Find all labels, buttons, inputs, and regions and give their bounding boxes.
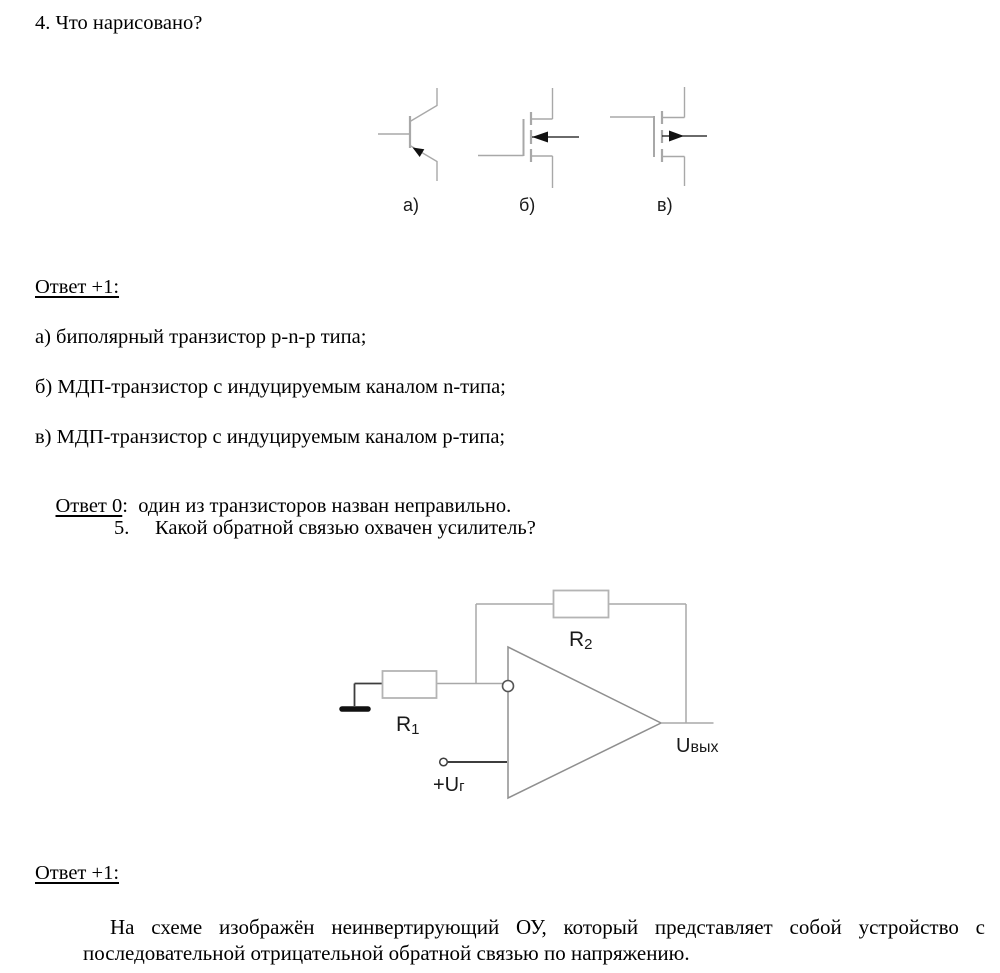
answer-item-v: в) МДП-транзистор с индуцируемым каналом p-типа; <box>35 426 506 448</box>
answer-item-a: а) биполярный транзистор p-n-p типа; <box>35 326 367 348</box>
ground-symbol <box>342 684 382 710</box>
figure-label-v: в) <box>657 195 673 215</box>
answer-plus1-header-q5: Ответ +1: <box>35 862 120 884</box>
figure-label-a: а) <box>403 195 420 215</box>
answer-paragraph-line1: На схеме изображён неинвертирующий ОУ, который представляет собой устройство с <box>110 915 985 939</box>
question-5-title: Какой обратной связью охвачен усилитель? <box>155 517 536 539</box>
mosfet-n-channel-symbol <box>478 88 579 188</box>
p-channel-arrow-icon <box>669 131 684 142</box>
answer-plus1-header-q4: Ответ +1: <box>35 276 120 298</box>
resistor-r1 <box>383 671 437 698</box>
label-u-in: +Uг <box>433 774 465 796</box>
question-4-title: 4. Что нарисовано? <box>35 12 203 34</box>
resistor-r2 <box>554 591 609 618</box>
transistor-figure <box>330 78 760 220</box>
figure-label-b: б) <box>519 195 536 215</box>
label-r1: R1 <box>396 713 420 738</box>
mosfet-p-channel-symbol <box>610 87 707 186</box>
inverting-input-node <box>503 681 514 692</box>
opamp-triangle <box>508 647 661 798</box>
answer-paragraph-line2: последовательной отрицательной обратной связью по напряжению. <box>83 941 690 965</box>
bipolar-pnp-symbol <box>378 88 437 181</box>
noninverting-input-terminal <box>440 758 448 766</box>
label-u-out: Uвых <box>676 735 719 757</box>
n-channel-arrow-icon <box>532 132 548 143</box>
answer-zero-text: : один из транзисторов назван неправильно. <box>122 495 512 517</box>
label-r2: R2 <box>569 628 593 653</box>
question-5-number: 5. <box>114 517 130 539</box>
answer-item-b: б) МДП-транзистор с индуцируемым каналом n-типа; <box>35 376 506 398</box>
answer-zero-label: Ответ 0 <box>55 495 123 517</box>
opamp-circuit-figure <box>330 560 760 852</box>
